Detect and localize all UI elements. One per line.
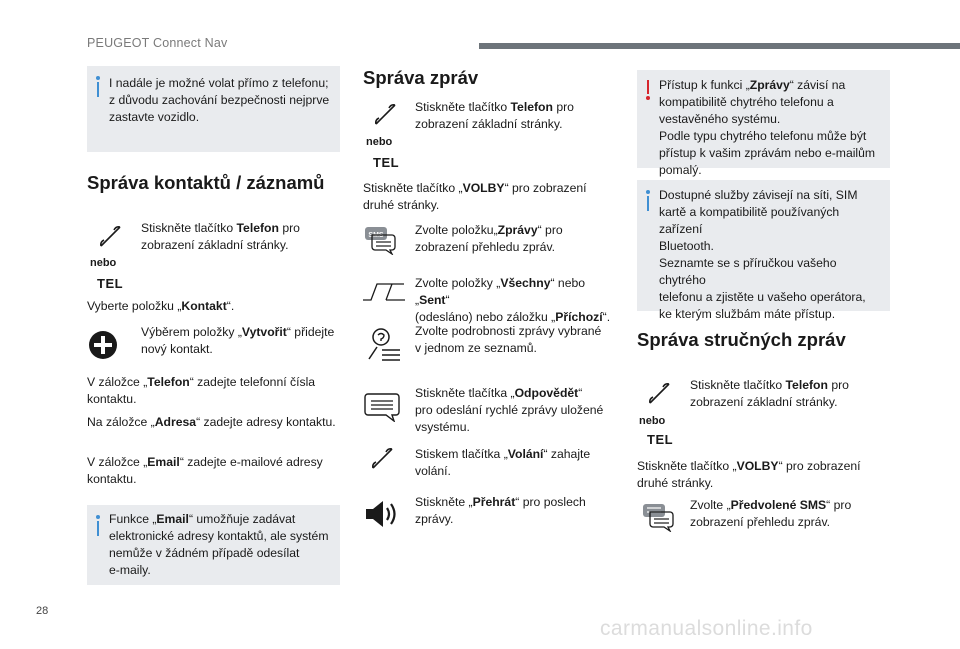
info-box-services bbox=[637, 180, 890, 321]
running-header: PEUGEOT Connect Nav bbox=[87, 36, 228, 50]
step-call: Stiskem tlačítka „Volání“ zahajte volání. bbox=[415, 447, 591, 478]
section-heading-short-messages: Správa stručných zpráv bbox=[637, 329, 846, 350]
step-reply: Stiskněte tlačítka „Odpovědět“ pro odeslání rychlé zprávy uložené vsystému. bbox=[415, 386, 604, 434]
step-create-contact: Výběrem položky „Vytvořit“ přidejte nový kontakt. bbox=[141, 325, 335, 356]
nebo-label: nebo bbox=[366, 136, 393, 148]
step-all-sent-incoming: Zvolte položky „Všechny“ nebo „Sent“ (odesláno) nebo záložku „Příchozí“. bbox=[415, 276, 611, 324]
step-volby: Stiskněte tlačítko „VOLBY“ pro zobrazení druhé stránky. bbox=[637, 459, 861, 490]
nebo-label: nebo bbox=[639, 415, 666, 427]
info-box-email bbox=[87, 505, 340, 585]
sms-icon bbox=[362, 225, 396, 255]
warning-text: Přístup k funkci „Zprávy“ závisí na kompatibilitě chytrého telefonu a vestavěného systému. Podle typu chytrého telefonu může být přístup k vašim zprávám nebo e-mailům pomalý. bbox=[659, 78, 876, 177]
watermark: carmanualsonline.info bbox=[600, 617, 813, 640]
section-heading-messages: Správa zpráv bbox=[363, 67, 479, 88]
message-detail-icon bbox=[366, 326, 402, 362]
speaker-icon bbox=[364, 498, 400, 530]
step-email-tab: V záložce „Email“ zadejte e-mailové adresy kontaktu. bbox=[87, 455, 323, 486]
step-details: Zvolte podrobnosti zprávy vybrané v jednom ze seznamů. bbox=[415, 324, 602, 355]
step-predvolene: Zvolte „Předvolené SMS“ pro zobrazení přehledu zpráv. bbox=[690, 498, 852, 529]
page-number: 28 bbox=[36, 605, 49, 617]
warning-box-messages bbox=[637, 70, 890, 177]
nebo-label: nebo bbox=[90, 257, 117, 269]
info-text: I nadále je možné volat přímo z telefonu; z důvodu zachování bezpečnosti nejprve zastavte vozidlo. bbox=[109, 76, 330, 124]
phone-handset-icon bbox=[370, 446, 396, 472]
step-telefon: Stiskněte tlačítko Telefon pro zobrazení základní stránky. bbox=[141, 221, 300, 252]
phone-handset-icon bbox=[98, 224, 124, 250]
plus-circle-icon bbox=[87, 329, 119, 361]
tel-button-label: TEL bbox=[647, 432, 674, 447]
tel-button-label: TEL bbox=[97, 276, 124, 291]
info-text: Funkce „Email“ umožňuje zadávat elektronické adresy kontaktů, ale systém nemůže v žádném případě odesílat e-maily. bbox=[109, 512, 329, 577]
step-zpravy: Zvolte položku„Zprávy“ pro zobrazení přehledu zpráv. bbox=[415, 223, 563, 254]
step-address-tab: Na záložce „Adresa“ zadejte adresy kontaktu. bbox=[87, 415, 336, 429]
tel-button-label: TEL bbox=[373, 155, 400, 170]
step-play: Stiskněte „Přehrát“ pro poslech zprávy. bbox=[415, 495, 586, 526]
info-box-direct-call bbox=[87, 66, 340, 152]
quick-reply-icon bbox=[364, 392, 400, 422]
step-telefon: Stiskněte tlačítko Telefon pro zobrazení základní stránky. bbox=[690, 378, 849, 409]
section-heading-contacts: Správa kontaktů / záznamů bbox=[87, 172, 325, 193]
step-telefon: Stiskněte tlačítko Telefon pro zobrazení základní stránky. bbox=[415, 100, 574, 131]
step-select-contact: Vyberte položku „Kontakt“. bbox=[87, 299, 235, 313]
step-volby: Stiskněte tlačítko „VOLBY“ pro zobrazení druhé stránky. bbox=[363, 181, 587, 212]
predefined-sms-icon bbox=[640, 502, 674, 532]
phone-handset-icon bbox=[373, 102, 399, 128]
info-text: Dostupné služby závisejí na síti, SIM kartě a kompatibilitě používaných zařízení Bluetooth. Seznamte se s příručkou vašeho chytrého telefonu a zjistěte u vašeho operátora, ke kterým službám máte přístup. bbox=[659, 188, 866, 321]
header-bar bbox=[479, 43, 960, 49]
tab-folder-icon bbox=[362, 282, 406, 302]
step-phone-tab: V záložce „Telefon“ zadejte telefonní čísla kontaktu. bbox=[87, 375, 316, 406]
phone-handset-icon bbox=[647, 381, 673, 407]
sms-icon-label: SMS bbox=[368, 232, 384, 239]
